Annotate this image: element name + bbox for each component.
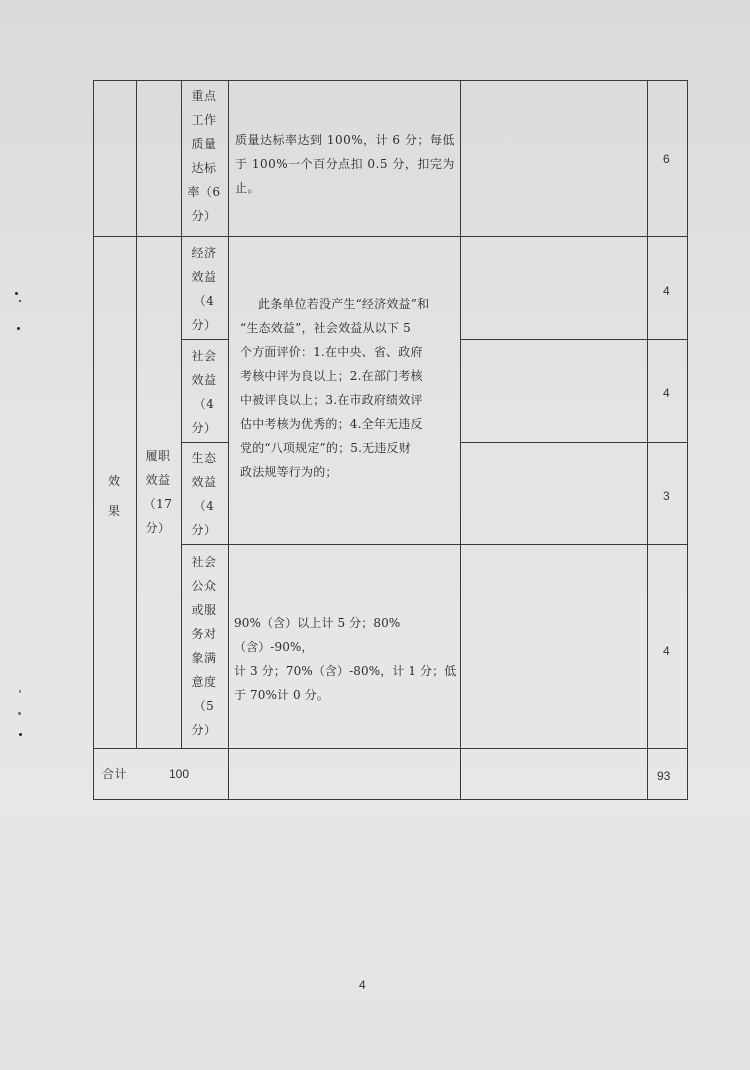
scan-speck [19, 300, 21, 302]
table-line [136, 80, 137, 748]
indicator-economic: 经济 效益 （4 分） [191, 246, 217, 332]
category-effect: 效 果 [108, 474, 121, 518]
scan-speck [17, 327, 20, 330]
table-line [460, 442, 688, 443]
scan-speck [19, 690, 21, 693]
table-line [460, 80, 461, 800]
table-line [93, 748, 688, 749]
score-ecological: 3 [663, 489, 670, 503]
total-full-score: 100 [169, 767, 190, 781]
table-line [228, 80, 229, 800]
table-line [93, 799, 688, 800]
criteria-effect-shared: 此条单位若没产生“经济效益”和 “生态效益”，社会效益从以下 5 个方面评价：1.在中央、省、政府 考核中评为良以上；2.在部门考核 中被评良以上；3.在市政府绩效评 估中考核为优秀的；4.全年无违反 党的“八项规定”的；5.无违反财 政法规等行为的； [240, 297, 430, 479]
indicator-quality: 重点 工作 质量 达标 率（6 分） [187, 89, 221, 223]
criteria-satisfaction: 90%（含）以上计 5 分；80%（含）-90%， 计 3 分；70%（含）-80%，计 1 分；低 于 70%计 0 分。 [234, 616, 457, 702]
table-line [93, 236, 688, 237]
scan-speck [15, 292, 18, 295]
criteria-quality: 质量达标率达到 100%，计 6 分；每低 于 100%一个百分点扣 0.5 分，扣完为 止。 [235, 133, 455, 195]
table-line [647, 80, 648, 800]
table-line [687, 80, 688, 800]
indicator-social: 社会 效益 （4 分） [191, 349, 217, 435]
table-line [181, 442, 229, 443]
score-quality: 6 [663, 152, 670, 166]
scan-speck [19, 733, 22, 736]
table-line [93, 80, 94, 800]
table-line [181, 80, 182, 748]
score-satisfaction: 4 [663, 644, 670, 658]
page-number: 4 [359, 978, 366, 992]
total-score: 93 [657, 769, 671, 783]
score-social: 4 [663, 386, 670, 400]
table-line [460, 339, 688, 340]
score-economic: 4 [663, 284, 670, 298]
table-line [181, 339, 229, 340]
table-line [93, 80, 688, 81]
indicator-ecological: 生态 效益 （4 分） [191, 451, 217, 537]
indicator-satisfaction: 社会 公众 或服 务对 象满 意度 （5 分） [191, 555, 217, 737]
total-label: 合计 [102, 767, 128, 781]
subcategory-performance: 履职 效益 （17 分） [143, 449, 173, 535]
table-line [181, 544, 688, 545]
scan-speck [18, 712, 21, 715]
